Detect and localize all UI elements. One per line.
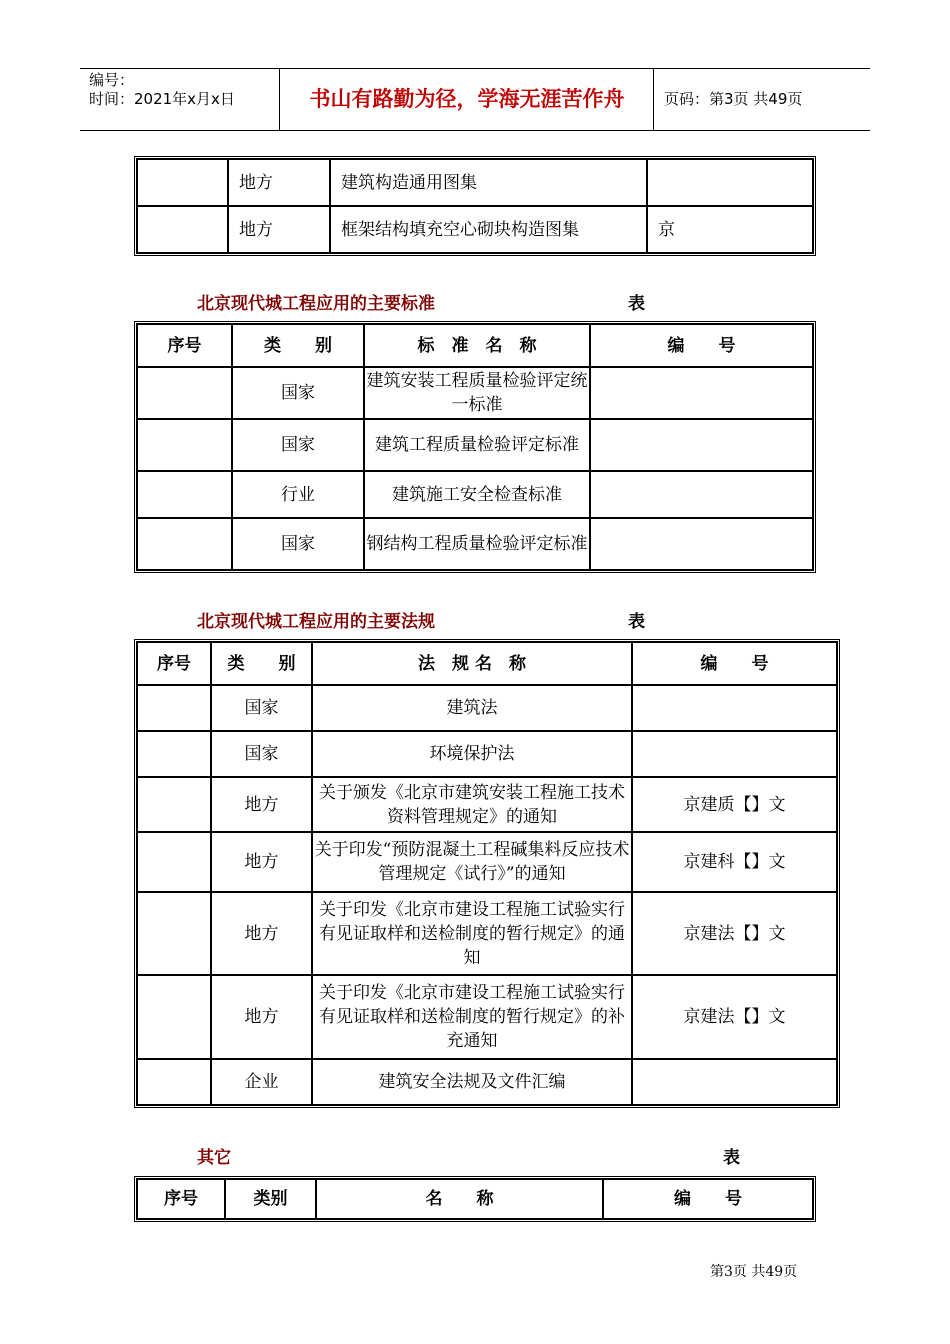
table-cell: [632, 1059, 837, 1105]
table-row: [137, 832, 837, 892]
table-cell: 建筑构造通用图集: [330, 159, 647, 206]
header-cell: 编 号: [632, 642, 837, 685]
standards-table: [134, 321, 816, 573]
table-cell: [137, 777, 211, 832]
table-row: [137, 159, 813, 206]
table-cell: 国家: [211, 731, 312, 777]
standards-table-suffix: 表: [628, 294, 645, 314]
header-cell: 序号: [137, 642, 211, 685]
table-row: [137, 518, 813, 570]
table-cell: [137, 159, 228, 206]
table-cell: [137, 975, 211, 1059]
table-cell: 建筑施工安全检查标准: [364, 471, 590, 518]
standards-title: 北京现代城工程应用的主要标准: [197, 294, 435, 314]
page-footer: 第3页 共49页: [710, 1264, 798, 1280]
table-cell: 关于印发《北京市建设工程施工试验实行有见证取样和送检制度的暂行规定》的补充通知: [312, 975, 632, 1059]
table-cell: 地方: [211, 975, 312, 1059]
table-cell: [137, 419, 232, 471]
table-cell: 建筑法: [312, 685, 632, 731]
header-cell: 法 规 名 称: [312, 642, 632, 685]
table-header-row: [137, 324, 813, 367]
table-cell: [632, 731, 837, 777]
table-row: [137, 777, 837, 832]
table-cell: 地方: [211, 832, 312, 892]
table-cell: [137, 367, 232, 419]
table-cell: 关于印发“预防混凝土工程碱集料反应技术管理规定《试行》”的通知: [312, 832, 632, 892]
table-cell: [137, 1059, 211, 1105]
table-cell: [590, 471, 813, 518]
table-cell: 地方: [228, 159, 330, 206]
table-cell: 建筑安装工程质量检验评定统一标准: [364, 367, 590, 419]
table-cell: [137, 518, 232, 570]
code-label: 编号：: [89, 71, 135, 89]
time-label: 时间：2021年x月x日: [89, 90, 235, 108]
regulations-table: [134, 639, 840, 1108]
table-cell: 国家: [211, 685, 312, 731]
other-table: [134, 1176, 816, 1222]
table-cell: [137, 685, 211, 731]
regulations-table-suffix: 表: [628, 612, 645, 632]
table-cell: 企业: [211, 1059, 312, 1105]
table-cell: 框架结构填充空心砌块构造图集: [330, 206, 647, 253]
table-cell: [137, 731, 211, 777]
table-cell: [137, 832, 211, 892]
table-cell: [590, 367, 813, 419]
table-cell: 关于印发《北京市建设工程施工试验实行有见证取样和送检制度的暂行规定》的通知: [312, 892, 632, 975]
table-header-row: [137, 642, 837, 685]
header-cell: 编 号: [603, 1179, 813, 1219]
table-cell: 京建科【】文: [632, 832, 837, 892]
table-row: [137, 206, 813, 253]
table-cell: 钢结构工程质量检验评定标准: [364, 518, 590, 570]
table-cell: [647, 159, 813, 206]
table-cell: [137, 471, 232, 518]
table-row: [137, 731, 837, 777]
table-cell: 地方: [211, 892, 312, 975]
other-title: 其它: [197, 1148, 231, 1168]
header-cell: 类 别: [211, 642, 312, 685]
table-cell: [137, 892, 211, 975]
table-cell: 建筑工程质量检验评定标准: [364, 419, 590, 471]
table-row: [137, 892, 837, 975]
header-cell: 序号: [137, 324, 232, 367]
table-cell: 京: [647, 206, 813, 253]
table-row: [137, 367, 813, 419]
regulations-title: 北京现代城工程应用的主要法规: [197, 612, 435, 632]
table-row: [137, 471, 813, 518]
table-cell: 国家: [232, 367, 364, 419]
header-cell: 类 别: [232, 324, 364, 367]
table-cell: [590, 518, 813, 570]
header-motto: 书山有路勤为径，学海无涯苦作舟: [281, 69, 654, 130]
header-cell: 名 称: [316, 1179, 603, 1219]
other-table-suffix: 表: [723, 1148, 740, 1168]
header-page-number: 页码：第3页 共49页: [664, 90, 803, 108]
table-row: [137, 975, 837, 1059]
table-cell: 行业: [232, 471, 364, 518]
table-cell: 关于颁发《北京市建筑安装工程施工技术资料管理规定》的通知: [312, 777, 632, 832]
table-cell: 国家: [232, 518, 364, 570]
header-cell: 标 准 名 称: [364, 324, 590, 367]
continued-table: [134, 156, 816, 256]
table-cell: 地方: [211, 777, 312, 832]
table-cell: 环境保护法: [312, 731, 632, 777]
page-header: [80, 68, 870, 131]
table-cell: [632, 685, 837, 731]
table-header-row: [137, 1179, 813, 1219]
table-cell: 地方: [228, 206, 330, 253]
table-cell: [137, 206, 228, 253]
header-cell: 序号: [137, 1179, 225, 1219]
table-row: [137, 419, 813, 471]
table-cell: 京建法【】文: [632, 975, 837, 1059]
header-meta: [80, 69, 280, 130]
table-cell: [590, 419, 813, 471]
table-cell: 建筑安全法规及文件汇编: [312, 1059, 632, 1105]
table-row: [137, 685, 837, 731]
table-cell: 京建法【】文: [632, 892, 837, 975]
header-cell: 类别: [225, 1179, 316, 1219]
table-cell: 国家: [232, 419, 364, 471]
table-cell: 京建质【】文: [632, 777, 837, 832]
table-row: [137, 1059, 837, 1105]
header-cell: 编 号: [590, 324, 813, 367]
